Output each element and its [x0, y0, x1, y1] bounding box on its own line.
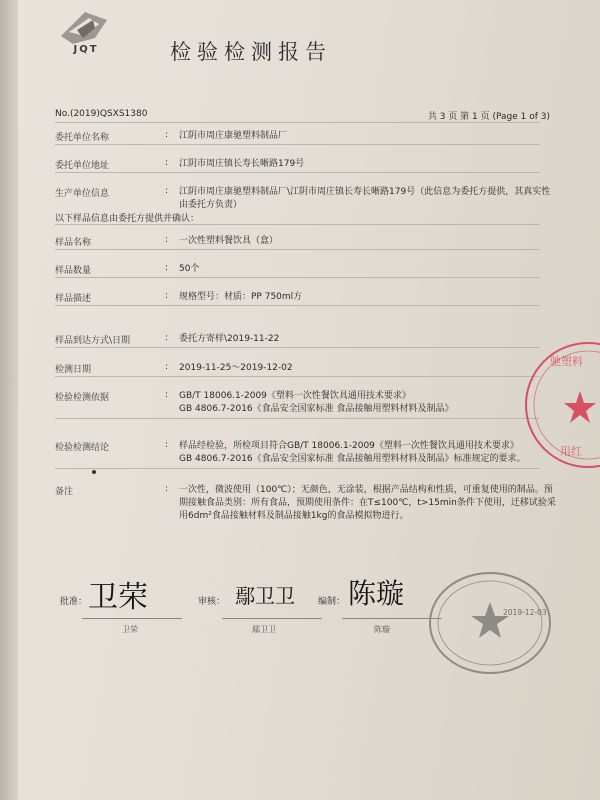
jqt-logo-icon — [55, 8, 117, 66]
row-underline — [55, 277, 540, 278]
svg-text:驰塑料: 驰塑料 — [550, 355, 583, 368]
field-colon: : — [165, 484, 169, 494]
field-label: 样品到达方式\日期 — [55, 336, 131, 346]
field-label: 检验检测结论 — [55, 443, 110, 453]
field-label: 备注 — [55, 487, 74, 497]
field-value: GB/T 18006.1-2009《塑料一次性餐饮具通用技术要求》 GB 4806.7-2016《食品安全国家标准 食品接触用塑料材料及制品》 — [179, 391, 454, 414]
row-underline — [55, 144, 540, 145]
row-underline — [55, 172, 540, 173]
field-colon: : — [165, 333, 169, 343]
report-title: 检验检测报告 — [170, 40, 332, 64]
compile-label: 编制： — [318, 597, 346, 607]
field-label: 样品数量 — [55, 266, 92, 276]
field-label: 委托单位名称 — [55, 133, 110, 143]
field-value: 一次性，微波使用（100℃）；无颜色，无涂装，根据产品结构和性质，可重复使用的制品。预期接触食品类别：所有食品，预期使用条件：在T≤100℃，t>15min条件下使用，迁移试验采用6dm²食品接触材料及制品接触1kg的食品模拟物进行。 — [179, 485, 556, 521]
signature-line — [222, 618, 322, 619]
approve-signature: 卫荣 — [88, 580, 148, 615]
field-colon: : — [165, 186, 169, 196]
field-label: 生产单位信息 — [55, 189, 110, 199]
row-underline — [55, 249, 540, 250]
review-name: 鄢卫卫 — [252, 625, 276, 634]
row-underline — [55, 305, 540, 306]
field-label: 样品描述 — [55, 294, 92, 304]
row-underline — [55, 376, 540, 377]
field-colon: : — [165, 390, 169, 400]
signature-line — [82, 618, 182, 619]
field-label: 检验检测依据 — [55, 393, 110, 403]
stamp-date: 2019-12-03 — [503, 608, 547, 617]
divider — [55, 122, 540, 123]
review-signature: 鄢卫卫 — [235, 584, 295, 608]
field-label: 样品名称 — [55, 238, 92, 248]
page-edge-shadow — [0, 0, 18, 800]
provided-note: 以下样品信息由委托方提供并确认： — [55, 214, 200, 224]
svg-text:用红: 用红 — [560, 445, 582, 458]
review-label: 审核： — [198, 597, 226, 607]
divider — [55, 224, 540, 225]
field-value: 委托方寄样\2019-11-22 — [179, 334, 280, 344]
inspection-seal-stamp — [425, 568, 555, 678]
report-number: No.(2019)QSXS1380 — [55, 109, 148, 119]
field-value: 样品经检验，所检项目符合GB/T 18006.1-2009《塑料一次性餐饮具通用技术要求》 GB 4806.7-2016《食品安全国家标准 食品接触用塑料材料及制品》标准规定的要求。 — [179, 441, 526, 464]
field-value: 2019-11-25～2019-12-02 — [179, 363, 293, 373]
logo-text: JQT — [73, 44, 99, 55]
field-colon: : — [165, 235, 169, 245]
row-underline — [55, 347, 540, 348]
approve-name: 卫荣 — [122, 625, 138, 634]
field-colon: : — [165, 263, 169, 273]
compile-name: 陈璇 — [374, 625, 390, 634]
field-label: 委托单位地址 — [55, 161, 110, 171]
field-label: 检测日期 — [55, 365, 92, 375]
field-colon: : — [165, 130, 169, 140]
page-info: 共 3 页 第 1 页 (Page 1 of 3) — [427, 112, 550, 122]
field-value: 50个 — [179, 264, 200, 274]
field-colon: : — [165, 362, 169, 372]
approve-label: 批准： — [60, 597, 88, 607]
pen-mark — [92, 470, 96, 474]
compile-signature: 陈璇 — [348, 577, 405, 610]
row-underline — [55, 418, 540, 419]
row-underline — [55, 468, 540, 469]
field-colon: : — [165, 440, 169, 450]
red-seal-stamp — [510, 335, 600, 475]
field-value: 江阴市周庄镇长寿长晰路179号 — [179, 159, 305, 169]
field-value: 规格型号：材质：PP 750ml方 — [179, 292, 303, 302]
field-colon: : — [165, 158, 169, 168]
field-value: 江阴市周庄康驰塑料制品厂 — [179, 131, 288, 141]
field-value: 一次性塑料餐饮具（盒） — [179, 236, 279, 246]
field-value: 江阴市周庄康驰塑料制品厂\江阴市周庄镇长寿长晰路179号（此信息为委托方提供，其真实性由委托方负责） — [179, 187, 551, 210]
field-colon: : — [165, 291, 169, 301]
